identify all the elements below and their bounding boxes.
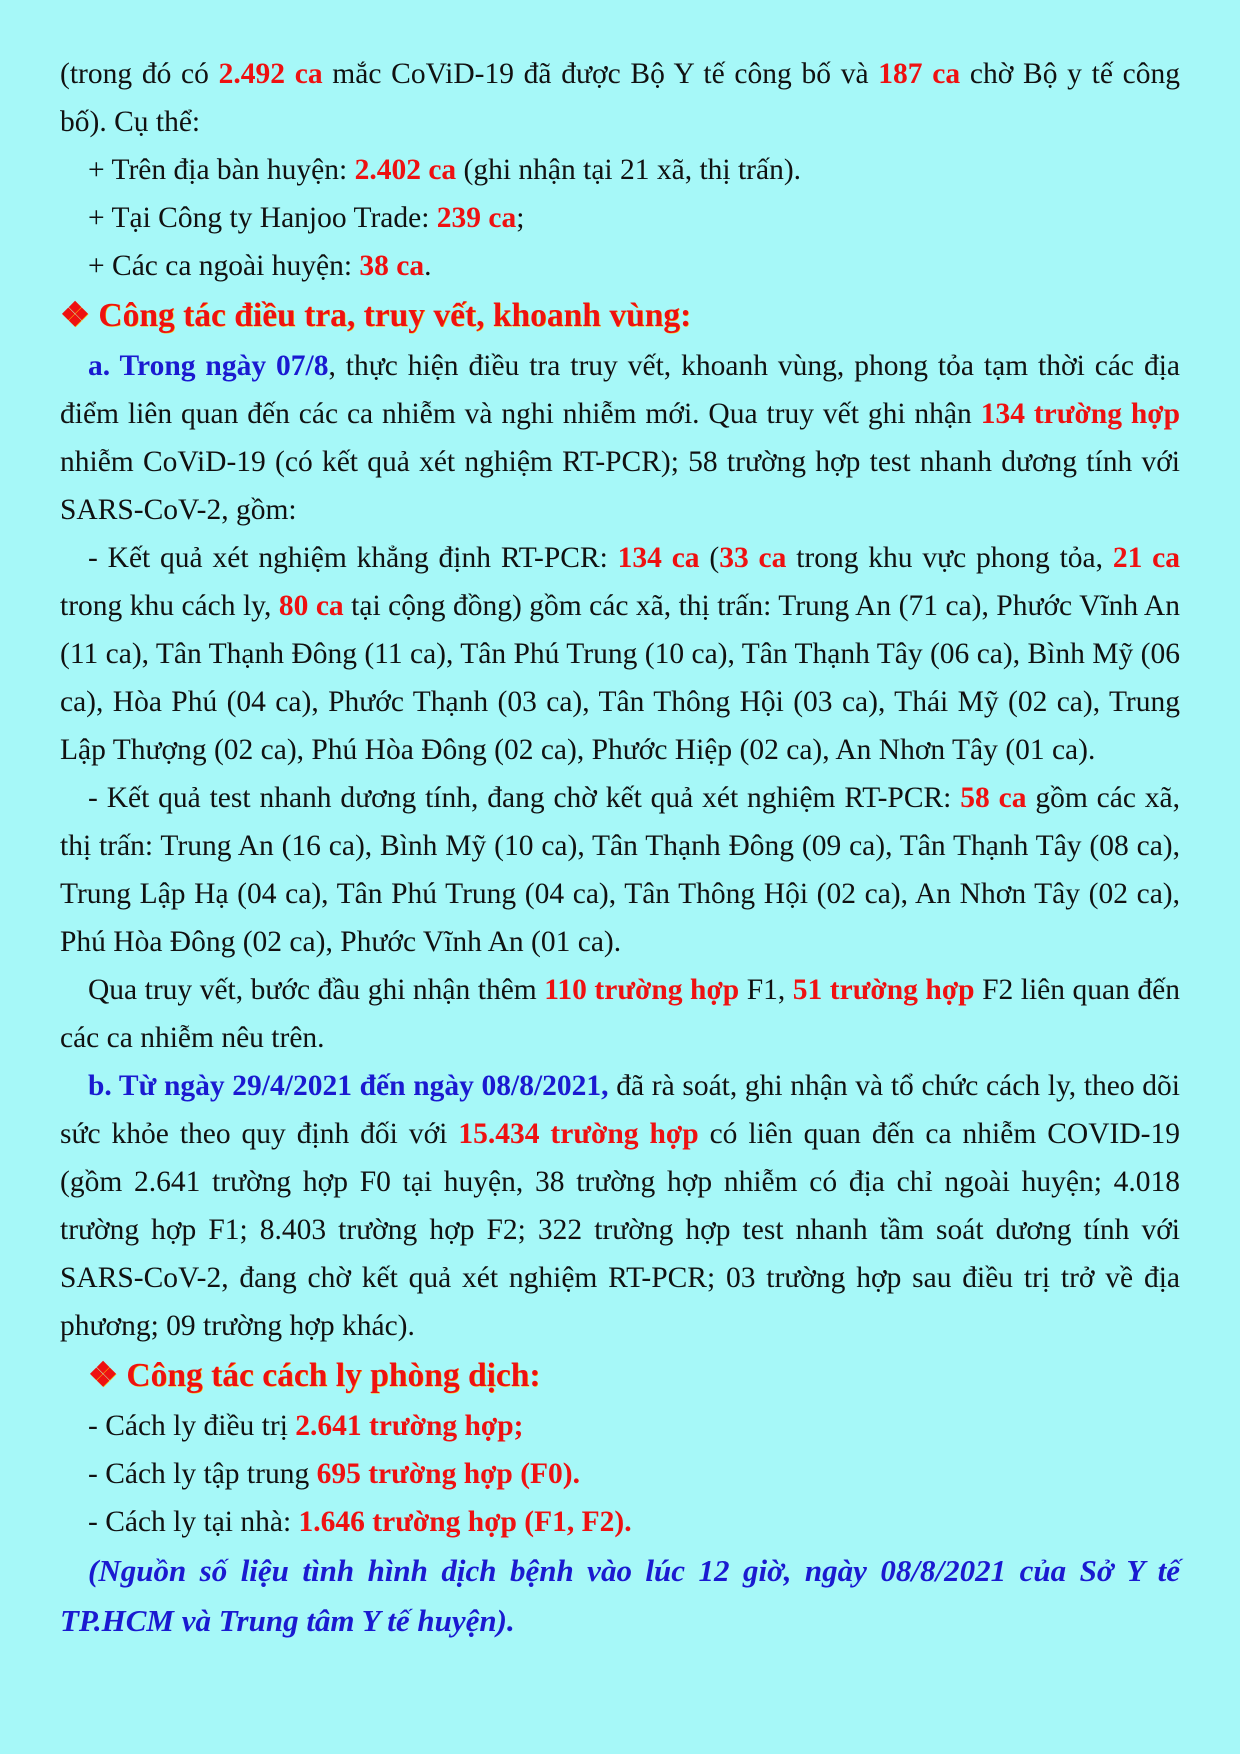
pcr-result-paragraph [60, 534, 1180, 774]
part-a-text: nhiễm CoViD-19 (có kết quả xét nghiệm RT-PCR); 58 trường hợp test nhanh dương tính với SARS-CoV-2, gồm: [60, 446, 1180, 526]
rapid-text: - Kết quả test nhanh dương tính, đang chờ kết quả xét nghiệm RT-PCR: [88, 782, 961, 814]
pending-cases-value: 187 ca [878, 58, 961, 90]
pcr-total-value: 134 ca [617, 542, 700, 574]
section-heading-isolation [60, 1350, 1180, 1402]
part-b-value: 15.434 trường hợp [458, 1118, 699, 1150]
isolation-item [60, 1402, 1180, 1450]
breakdown-note: . [424, 250, 432, 282]
isolation-value: 2.641 trường hợp; [295, 1410, 524, 1442]
intro-text-3: chờ Bộ y tế công bố). Cụ thể: [60, 58, 1181, 138]
breakdown-label: + Tại Công ty Hanjoo Trade: [88, 202, 437, 234]
intro-paragraph [60, 50, 1180, 146]
rapid-text: gồm các xã, thị trấn: Trung An (16 ca), Bình Mỹ (10 ca), Tân Thạnh Đông (09 ca), Tân Thạnh Tây (08 ca), Trung Lập Hạ (04 ca), Tân Phú Trung (04 ca), Tân Thông Hội (02 ca), An Nhơn Tây (02 ca), Phú Hòa Đông (02 ca), Phước Vĩnh An (01 ca). [60, 782, 1180, 958]
breakdown-item [60, 146, 1180, 194]
part-b-text: đã rà soát, ghi nhận và tổ chức cách ly, theo dõi sức khỏe theo quy định đối với [60, 1070, 1180, 1150]
breakdown-note: ; [516, 202, 525, 234]
breakdown-value: 239 ca [436, 202, 517, 234]
part-a-label: a. Trong ngày 07/8 [88, 350, 329, 382]
announced-cases-value: 2.492 ca [218, 58, 323, 90]
diamond-bullet-icon: ❖ [88, 1357, 119, 1394]
isolation-item [60, 1450, 1180, 1498]
pcr-text: ( [699, 542, 720, 574]
part-b-text: có liên quan đến ca nhiễm COVID-19 (gồm 2.641 trường hợp F0 tại huyện, 38 trường hợp nhiễm có địa chỉ ngoài huyện; 4.018 trường hợp F1; 8.403 trường hợp F2; 322 trường hợp test nhanh tầm soát dương tính với SARS-CoV-2, đang chờ kết quả xét nghiệm RT-PCR; 03 trường hợp sau điều trị trở về địa phương; 09 trường hợp khác). [60, 1118, 1180, 1342]
rapid-test-paragraph [60, 774, 1180, 966]
diamond-bullet-icon: ❖ [60, 297, 91, 334]
isolation-label: - Cách ly tại nhà: [88, 1506, 299, 1538]
breakdown-item [60, 242, 1180, 290]
section-heading-investigation [60, 290, 1180, 342]
part-a-value: 134 trường hợp [980, 398, 1180, 430]
isolation-value: 1.646 trường hợp (F1, F2). [298, 1506, 632, 1538]
breakdown-value: 2.402 ca [354, 154, 457, 186]
trace-paragraph [60, 966, 1180, 1062]
pcr-lockdown-value: 33 ca [719, 542, 787, 574]
breakdown-note: (ghi nhận tại 21 xã, thị trấn). [456, 154, 802, 186]
breakdown-label: + Trên địa bàn huyện: [88, 154, 355, 186]
trace-text: Qua truy vết, bước đầu ghi nhận thêm [88, 974, 545, 1006]
pcr-quarantine-value: 21 ca [1112, 542, 1181, 574]
pcr-text: trong khu cách ly, [60, 590, 279, 622]
part-a-paragraph [60, 342, 1180, 534]
pcr-text: tại cộng đồng) gồm các xã, thị trấn: Trung An (71 ca), Phước Vĩnh An (11 ca), Tân Thạnh Đông (11 ca), Tân Phú Trung (10 ca), Tân Thạnh Tây (06 ca), Bình Mỹ (06 ca), Hòa Phú (04 ca), Phước Thạnh (03 ca), Tân Thông Hội (03 ca), Thái Mỹ (02 ca), Trung Lập Thượng (02 ca), Phú Hòa Đông (02 ca), Phước Hiệp (02 ca), An Nhơn Tây (01 ca). [60, 590, 1180, 766]
breakdown-item [60, 194, 1180, 242]
part-a-text: , thực hiện điều tra truy vết, khoanh vùng, phong tỏa tạm thời các địa điểm liên quan đến các ca nhiễm và nghi nhiễm mới. Qua truy vết ghi nhận [60, 350, 1180, 430]
trace-text: F1, [739, 974, 793, 1006]
pcr-text: trong khu vực phong tỏa, [786, 542, 1113, 574]
intro-text-2: mắc CoViD-19 đã được Bộ Y tế công bố và [322, 58, 879, 90]
section-title: Công tác cách ly phòng dịch: [126, 1357, 541, 1394]
section-title: Công tác điều tra, truy vết, khoanh vùng: [98, 297, 692, 334]
isolation-value: 695 trường hợp (F0). [316, 1458, 581, 1490]
part-b-label: b. Từ ngày 29/4/2021 đến ngày 08/8/2021, [88, 1070, 609, 1102]
isolation-label: - Cách ly điều trị [88, 1410, 296, 1442]
f2-value: 51 trường hợp [792, 974, 975, 1006]
source-note: (Nguồn số liệu tình hình dịch bệnh vào lúc 12 giờ, ngày 08/8/2021 của Sở Y tế TP.HCM và Trung tâm Y tế huyện). [60, 1553, 1180, 1638]
breakdown-value: 38 ca [359, 250, 425, 282]
pcr-text: - Kết quả xét nghiệm khẳng định RT-PCR: [88, 542, 618, 574]
breakdown-label: + Các ca ngoài huyện: [88, 250, 360, 282]
trace-text: F2 liên quan đến các ca nhiễm nêu trên. [60, 974, 1180, 1054]
rapid-value: 58 ca [960, 782, 1027, 814]
document-page [60, 50, 1180, 1646]
intro-text-1: (trong đó có [60, 58, 219, 90]
part-b-paragraph [60, 1062, 1180, 1350]
f1-value: 110 trường hợp [544, 974, 740, 1006]
isolation-label: - Cách ly tập trung [88, 1458, 317, 1490]
pcr-community-value: 80 ca [278, 590, 344, 622]
isolation-item [60, 1498, 1180, 1546]
